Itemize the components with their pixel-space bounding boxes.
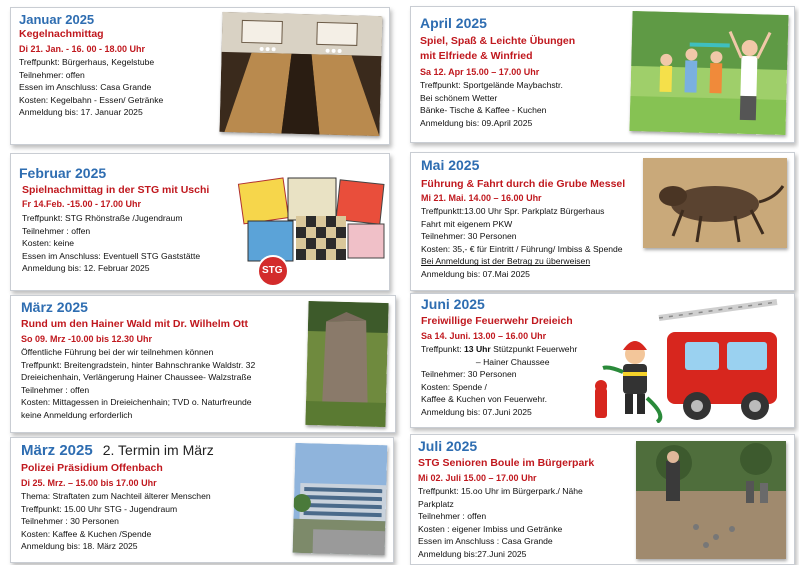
- event-date: Mi 02. Juli 15.00 – 17.00 Uhr: [418, 473, 537, 483]
- event-title: Freiwillige Feuerwehr Dreieich: [421, 315, 573, 327]
- month-heading: Mai 2025: [421, 157, 480, 173]
- event-date: So 09. Mrz -10.00 bis 12.30 Uhr: [21, 334, 153, 344]
- detail-line: Treffpunktt:13.00 Uhr Spr. Parkplatz Bürgerhaus: [421, 206, 605, 216]
- card-februar: [10, 153, 390, 291]
- event-details: [418, 485, 583, 561]
- meeting-point-label: Treffpunkt:: [421, 344, 464, 354]
- month-heading: Januar 2025: [19, 12, 95, 27]
- card-maerz-2: [10, 437, 394, 563]
- event-details: [421, 343, 577, 419]
- detail-line: Teilnehmer: 30 Personen: [421, 369, 517, 380]
- event-date: Di 25. Mrz. – 15.00 bis 17.00 Uhr: [21, 478, 157, 488]
- card-januar: [10, 7, 390, 145]
- event-title: STG Senioren Boule im Bürgerpark: [418, 457, 595, 469]
- exercise-group-photo: [629, 11, 788, 135]
- detail-line: Kaffee & Kuchen von Feuerwehr.: [421, 394, 547, 405]
- event-title: Polizei Präsidium Offenbach: [21, 462, 163, 474]
- boule-park-photo: [636, 441, 786, 559]
- detail-line: Kosten: Kegelbahn - Essen/ Getränke: [19, 94, 164, 105]
- fire-truck-cartoon: [587, 298, 792, 423]
- boundary-stone-photo: [305, 301, 388, 427]
- detail-line: Parkplatz: [418, 498, 454, 509]
- detail-line: Kosten : eigener Imbiss und Getränke: [418, 523, 563, 534]
- detail-line: Treffpunkt: STG Rhönstraße /Jugendraum: [22, 213, 183, 223]
- card-juli: [410, 434, 795, 565]
- detail-line: Kosten: 35,- € für Eintritt / Führung/ Imbiss & Spende: [421, 243, 623, 254]
- detail-line: Treffpunkt: Sportgelände Maybachstr.: [420, 80, 563, 90]
- month-heading: [21, 442, 214, 459]
- detail-line: Essen im Anschluss: Eventuell STG Gaststätte: [22, 250, 201, 261]
- police-building-photo: [293, 443, 388, 555]
- card-maerz: [10, 295, 396, 433]
- event-details: [21, 490, 211, 553]
- detail-line: Anmeldung bis: 12. Februar 2025: [22, 263, 150, 274]
- detail-line: Treffpunkt: 15.oo Uhr im Bürgerpark./ Nähe: [418, 486, 583, 496]
- detail-line: Treffpunkt: Breitengradstein, hinter Bahnschranke Waldstr. 32: [21, 359, 256, 370]
- detail-line: Kosten: keine: [22, 238, 75, 249]
- event-details: [19, 56, 163, 119]
- event-details: [421, 205, 623, 281]
- detail-line: Anmeldung bis: 07.Mai 2025: [421, 268, 530, 279]
- card-juni: [410, 293, 795, 428]
- detail-line: Fahrt mit eigenem PKW: [421, 218, 513, 229]
- event-title-line-2: mit Elfriede & Winfried: [420, 50, 533, 62]
- meeting-point-place: Stützpunkt Feuerwehr: [490, 344, 578, 354]
- event-date: Fr 14.Feb. -15.00 - 17.00 Uhr: [22, 199, 142, 209]
- detail-line: Öffentliche Führung bei der wir teilnehmen können: [21, 347, 214, 357]
- detail-line: Anmeldung bis:27.Juni 2025: [418, 548, 527, 559]
- event-title: Rund um den Hainer Wald mit Dr. Wilhelm Ott: [21, 318, 249, 330]
- detail-line: Anmeldung bis: 18. März 2025: [21, 541, 138, 552]
- event-date: Sa 12. Apr 15.00 – 17.00 Uhr: [420, 67, 540, 77]
- detail-line: Bänke- Tische & Kaffee - Kuchen: [420, 105, 547, 116]
- detail-line: Teilnehmer: 30 Personen: [421, 231, 517, 242]
- card-april: [410, 6, 795, 143]
- detail-line: Teilnehmer: offen: [19, 69, 85, 80]
- detail-line: Teilnehmer : 30 Personen: [21, 516, 119, 527]
- detail-line: – Hainer Chaussee: [421, 356, 550, 367]
- detail-line: Essen im Anschluss : Casa Grande: [418, 536, 553, 547]
- meeting-point-line: [421, 343, 577, 356]
- detail-line: Bei schönem Wetter: [420, 92, 498, 103]
- detail-line: Teilnehmer : offen: [418, 511, 487, 522]
- second-date-label: 2. Termin im März: [102, 442, 214, 458]
- event-date: Mi 21. Mai. 14.00 – 16.00 Uhr: [421, 193, 542, 203]
- event-details: [22, 212, 200, 275]
- detail-line: Kosten: Spende /: [421, 381, 487, 392]
- detail-line: Anmeldung bis: 09.April 2025: [420, 117, 533, 128]
- detail-line: Treffpunkt: Bürgerhaus, Kegelstube: [19, 57, 155, 67]
- event-title: Spielnachmittag in der STG mit Uschi: [22, 184, 210, 196]
- month-label: März 2025: [21, 442, 93, 459]
- meeting-time: 13 Uhr: [464, 344, 491, 354]
- detail-line: Teilnehmer : offen: [22, 225, 91, 236]
- event-title: Spiel, Spaß & Leichte Übungen: [420, 35, 576, 47]
- detail-line: Anmeldung bis: 17. Januar 2025: [19, 107, 143, 118]
- month-heading: April 2025: [420, 15, 487, 31]
- event-date: Di 21. Jan. - 16. 00 - 18.00 Uhr: [19, 44, 146, 54]
- transfer-note: Bei Anmeldung ist der Betrag zu überweisen: [421, 256, 591, 267]
- event-details: [420, 79, 563, 129]
- fossil-photo: [643, 158, 787, 248]
- detail-line: keine Anmeldung erforderlich: [21, 409, 133, 420]
- event-title: Kegelnachmittag: [19, 28, 104, 40]
- event-details: [21, 346, 255, 422]
- detail-line: Kosten: Mittagessen in Dreieichenhain; TVD o. Naturfreunde: [21, 397, 252, 408]
- event-title: Führung & Fahrt durch die Grube Messel: [421, 178, 626, 190]
- card-mai: [410, 152, 795, 291]
- bowling-alley-photo: [219, 12, 382, 136]
- detail-line: Anmeldung bis: 07.Juni 2025: [421, 406, 532, 417]
- event-date: Sa 14. Juni. 13.00 – 16.00 Uhr: [421, 331, 547, 341]
- detail-line: Essen im Anschluss: Casa Grande: [19, 82, 152, 93]
- detail-line: Treffpunkt: 15.00 Uhr STG - Jugendraum: [21, 503, 178, 514]
- detail-line: Teilnehmer : offen: [21, 384, 90, 395]
- stg-logo-text: STG: [262, 265, 283, 276]
- detail-line: Kosten: Kaffee & Kuchen /Spende: [21, 528, 152, 539]
- month-heading: Februar 2025: [19, 165, 107, 181]
- month-heading: Juli 2025: [418, 438, 478, 454]
- month-heading: Juni 2025: [421, 296, 485, 312]
- detail-line: Thema: Straftaten zum Nachteil älterer Menschen: [21, 491, 211, 501]
- detail-line: Dreieichenhain, Verlängerung Hainer Chaussee- Walzstraße: [21, 372, 252, 383]
- month-heading: März 2025: [21, 299, 88, 315]
